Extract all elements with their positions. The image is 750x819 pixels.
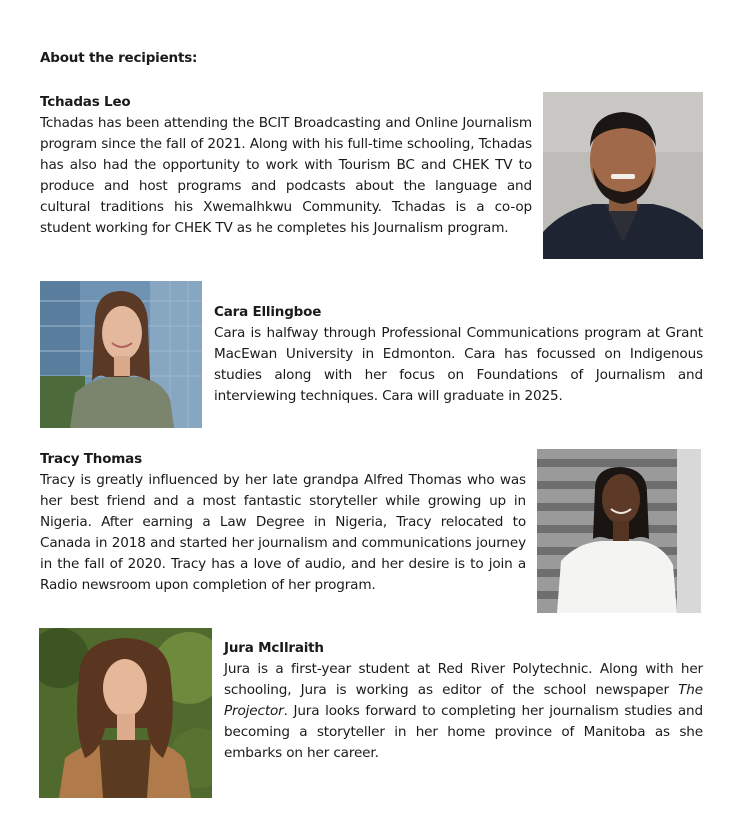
recipient-bio: Cara is halfway through Professional Communications program at Grant MacEwan University in Edmonton. Cara has focussed on Indigenous studies along with her focus on Foundations of Journalism and interviewing techniques. Cara will graduate in 2025. <box>214 325 703 404</box>
portrait-photo-tracy <box>537 449 701 613</box>
recipient-cara <box>214 302 703 407</box>
bio-text: . Jura looks forward to completing her journalism studies and becoming a storyteller in her home province of Manitoba as she embarks on her career. <box>224 703 703 761</box>
recipient-name: Jura McIlraith <box>224 640 324 656</box>
recipient-bio <box>224 659 703 764</box>
bio-text: Jura is a first-year student at Red River Polytechnic. Along with her schooling, Jura is working as editor of the school newspaper <box>224 661 703 698</box>
recipient-bio: Tchadas has been attending the BCIT Broadcasting and Online Journalism program since the fall of 2021. Along with his full-time schooling, Tchadas has also had the opportunity to work with Tourism BC and CHEK TV to produce and host programs and podcasts about the language and cultural traditions his Xwemalhkwu Community. Tchadas is a co-op student working for CHEK TV as he completes his Journalism program. <box>40 115 532 236</box>
recipient-tchadas <box>40 92 532 239</box>
portrait-photo-cara <box>40 281 202 428</box>
recipient-name: Tracy Thomas <box>40 451 142 467</box>
recipient-name: Tchadas Leo <box>40 94 131 110</box>
portrait-photo-jura <box>39 628 212 798</box>
recipient-tracy <box>40 449 526 596</box>
newspaper-title: The Projector <box>224 682 703 719</box>
page-heading: About the recipients: <box>40 50 198 66</box>
recipient-jura <box>224 638 703 764</box>
recipient-bio: Tracy is greatly influenced by her late grandpa Alfred Thomas who was her best friend and a most fantastic storyteller while growing up in Nigeria. After earning a Law Degree in Nigeria, Tracy relocated to Canada in 2018 and started her journalism and communications journey in the fall of 2020. Tracy has a love of audio, and her desire is to join a Radio newsroom upon completion of her program. <box>40 472 526 593</box>
portrait-photo-tchadas <box>543 92 703 259</box>
recipient-name: Cara Ellingboe <box>214 304 322 320</box>
